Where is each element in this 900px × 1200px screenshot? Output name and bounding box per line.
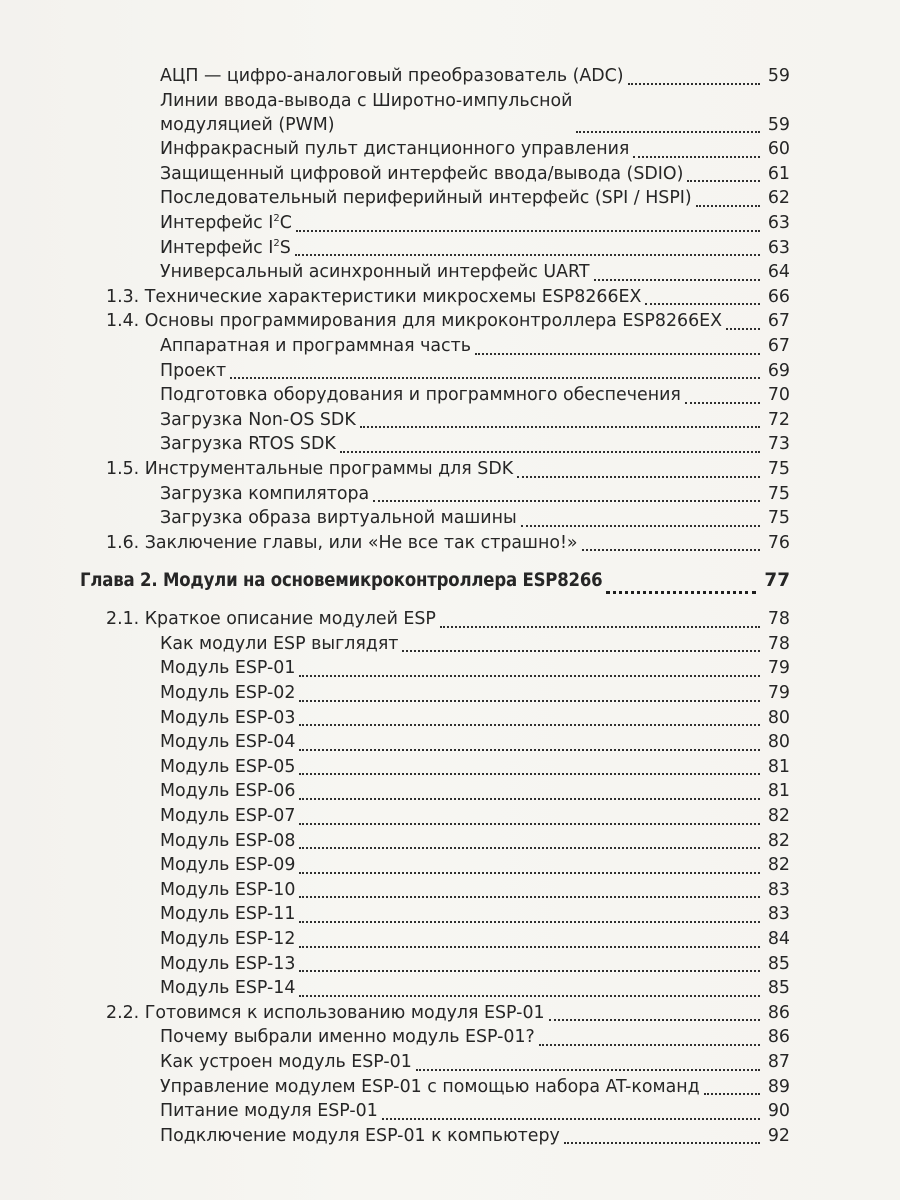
page-number: 83	[767, 879, 790, 900]
dot-leader	[299, 821, 759, 825]
toc-subsection-entry	[0, 432, 900, 457]
toc-section-entry	[0, 309, 900, 334]
page-number: 86	[767, 1027, 790, 1048]
toc-subsection-entry	[0, 878, 900, 903]
toc-subsection-entry	[0, 482, 900, 507]
page-number: 63	[767, 212, 790, 233]
page-number: 64	[767, 262, 790, 283]
toc-entry-title: Модуль ESP-04	[160, 732, 296, 753]
page-number: 82	[767, 855, 790, 876]
toc-subsection-entry	[0, 804, 900, 829]
page-number: 86	[767, 1002, 790, 1023]
toc-subsection-entry	[0, 730, 900, 755]
toc-entry-title: Последовательный периферийный интерфейс (SPI / HSPI)	[160, 188, 692, 209]
toc-entry-title: Модуль ESP-08	[160, 830, 296, 851]
toc-section-entry	[0, 607, 900, 632]
toc-entry-title: Питание модуля ESP-01	[160, 1101, 378, 1122]
dot-leader	[633, 154, 759, 158]
dot-leader	[299, 894, 759, 898]
toc-entry-title: Глава 2. Модули на основемикроконтроллера ESP8266	[80, 570, 603, 592]
toc-subsection-entry	[0, 706, 900, 731]
page-number: 67	[767, 311, 790, 332]
toc-subsection-entry	[0, 1025, 900, 1050]
toc-subsection-entry	[0, 1075, 900, 1100]
toc-entry-title: 1.6. Заключение главы, или «Не все так страшно!»	[106, 532, 578, 553]
toc-entry-title: Проект	[160, 360, 227, 381]
superscript: 2	[273, 212, 280, 224]
page-number: 76	[767, 532, 790, 553]
page-number: 63	[767, 237, 790, 258]
dot-leader	[299, 968, 759, 972]
toc-subsection-entry	[0, 755, 900, 780]
page-number: 81	[767, 756, 790, 777]
dot-leader	[299, 673, 759, 677]
page-number: 78	[767, 609, 790, 630]
toc-entry-title: 2.2. Готовимся к использованию модуля ESP-01	[106, 1002, 545, 1023]
toc-subsection-entry	[0, 902, 900, 927]
dot-leader	[360, 424, 760, 428]
page-number: 83	[767, 904, 790, 925]
superscript: 2	[273, 237, 280, 249]
toc-entry-title: Модуль ESP-02	[160, 683, 296, 704]
toc-entry-title: Подготовка оборудования и программного обеспечения	[160, 385, 681, 406]
toc-entry-title: Инфракрасный пульт дистанционного управления	[160, 139, 630, 160]
title-suffix: C	[279, 212, 292, 233]
toc-entry-title: 1.3. Технические характеристики микросхемы ESP8266EX	[106, 286, 642, 307]
toc-section-entry	[0, 531, 900, 556]
toc-entry-title: Как устроен модуль ESP-01	[160, 1051, 412, 1072]
dot-leader	[296, 228, 760, 232]
dot-leader	[416, 1067, 760, 1071]
dot-leader	[299, 919, 759, 923]
toc-subsection-entry	[0, 186, 900, 211]
dot-leader	[539, 1042, 760, 1046]
page-number: 69	[767, 360, 790, 381]
toc-subsection-entry	[0, 927, 900, 952]
toc-entry-title: 1.4. Основы программирования для микроконтроллера ESP8266EX	[106, 311, 723, 332]
page-number: 62	[767, 188, 790, 209]
page-number: 72	[767, 409, 790, 430]
toc-subsection-entry	[0, 211, 900, 236]
page-number: 59	[767, 114, 790, 135]
toc-entry-title: Модуль ESP-01	[160, 658, 296, 679]
page-number: 80	[767, 707, 790, 728]
title-line-1: Линии ввода-вывода с Широтно-импульсной	[160, 90, 573, 111]
toc-entry-title: Защищенный цифровой интерфейс ввода/вывода (SDIO)	[160, 163, 684, 184]
toc-subsection-entry	[0, 236, 900, 261]
dot-leader	[299, 698, 759, 702]
title-line-2: модуляцией (PWM)	[160, 114, 335, 135]
dot-leader	[299, 771, 759, 775]
toc-subsection-entry	[0, 681, 900, 706]
toc-subsection-entry	[0, 952, 900, 977]
page-number: 77	[764, 570, 790, 592]
title-text: Интерфейс I	[160, 237, 274, 258]
toc-entry-title: Как модули ESP выглядят	[160, 633, 399, 654]
page-number: 61	[767, 163, 790, 184]
toc-entry-title: Модуль ESP-06	[160, 781, 296, 802]
dot-leader	[402, 648, 759, 652]
toc-subsection-entry	[0, 137, 900, 162]
toc-entry-title: Модуль ESP-12	[160, 929, 296, 949]
page-number: 66	[767, 286, 790, 307]
toc-entry-title	[160, 211, 292, 235]
dot-leader	[606, 589, 756, 594]
toc-subsection-entry	[0, 162, 900, 187]
page-number: 75	[767, 458, 790, 479]
dot-leader	[295, 252, 760, 256]
spacer	[0, 555, 900, 563]
page-number: 73	[767, 434, 790, 455]
toc-entry-title: Универсальный асинхронный интерфейс UART	[160, 262, 590, 283]
dot-leader	[582, 547, 760, 551]
toc-entry-title: Модуль ESP-10	[160, 879, 296, 900]
table-of-contents	[0, 64, 900, 1148]
toc-entry-title: Подключение модуля ESP-01 к компьютеру	[160, 1125, 560, 1146]
dot-leader	[645, 301, 759, 305]
toc-entry-title: АЦП — цифро-аналоговый преобразователь (ADC)	[160, 66, 624, 86]
dot-leader	[299, 796, 759, 800]
toc-subsection-entry	[0, 656, 900, 681]
page-number: 85	[767, 978, 790, 999]
toc-entry-title: Почему выбрали именно модуль ESP-01?	[160, 1027, 535, 1048]
page-number: 79	[767, 683, 790, 704]
toc-entry-title: Модуль ESP-09	[160, 855, 296, 876]
toc-entry-title: Загрузка Non-OS SDK	[160, 409, 356, 430]
toc-entry-title: Модуль ESP-13	[160, 953, 296, 974]
page-number: 87	[767, 1051, 790, 1072]
toc-chapter-entry	[0, 563, 900, 603]
page-number: 67	[767, 335, 790, 356]
toc-entry-title: Модуль ESP-14	[160, 978, 296, 999]
dot-leader	[475, 351, 760, 355]
dot-leader	[687, 178, 760, 182]
page-number: 82	[767, 806, 790, 827]
dot-leader	[696, 203, 760, 207]
page-number: 82	[767, 830, 790, 851]
toc-entry-title: Загрузка образа виртуальной машины	[160, 508, 517, 529]
toc-entry-title: Загрузка компилятора	[160, 483, 370, 504]
toc-subsection-entry	[0, 506, 900, 531]
title-suffix: S	[279, 237, 291, 258]
dot-leader	[549, 1017, 760, 1021]
toc-entry-title: Управление модулем ESP-01 с помощью набора AT-команд	[160, 1076, 700, 1097]
page-number: 80	[767, 732, 790, 753]
toc-subsection-entry	[0, 260, 900, 285]
dot-leader	[299, 747, 759, 751]
toc-subsection-entry	[0, 383, 900, 408]
toc-subsection-entry	[0, 976, 900, 1001]
dot-leader	[299, 870, 759, 874]
dot-leader	[340, 449, 760, 453]
toc-entry-title: Модуль ESP-07	[160, 806, 296, 827]
dot-leader	[299, 993, 759, 997]
title-text: Интерфейс I	[160, 212, 274, 233]
dot-leader	[685, 400, 760, 404]
page-number: 78	[767, 633, 790, 654]
toc-section-entry	[0, 457, 900, 482]
dot-leader	[440, 624, 760, 628]
toc-entry-title: Модуль ESP-11	[160, 904, 296, 925]
dot-leader	[704, 1091, 760, 1095]
page-number: 70	[767, 385, 790, 406]
dot-leader	[564, 1140, 760, 1144]
dot-leader	[521, 523, 760, 527]
toc-subsection-entry	[0, 89, 900, 138]
page-number: 81	[767, 781, 790, 802]
page-number: 59	[767, 66, 790, 86]
dot-leader	[594, 277, 760, 281]
dot-leader	[299, 845, 759, 849]
page-number: 92	[767, 1125, 790, 1146]
toc-entry-title	[160, 236, 291, 260]
dot-leader	[299, 722, 759, 726]
dot-leader	[726, 326, 760, 330]
toc-subsection-entry	[0, 1124, 900, 1149]
toc-entry-title: Аппаратная и программная часть	[160, 335, 471, 356]
toc-subsection-entry	[0, 853, 900, 878]
toc-subsection-entry	[0, 1099, 900, 1124]
toc-entry-title: Модуль ESP-03	[160, 707, 296, 728]
toc-subsection-entry	[0, 334, 900, 359]
toc-section-entry	[0, 285, 900, 310]
toc-entry-title: 1.5. Инструментальные программы для SDK	[106, 458, 514, 479]
page-number: 60	[767, 139, 790, 160]
dot-leader	[628, 81, 760, 85]
toc-subsection-entry	[0, 632, 900, 657]
toc-subsection-entry	[0, 1050, 900, 1075]
toc-entry-title: Загрузка RTOS SDK	[160, 434, 336, 455]
toc-subsection-entry	[0, 408, 900, 433]
toc-section-entry	[0, 1001, 900, 1026]
page-number: 79	[767, 658, 790, 679]
dot-leader	[299, 944, 759, 948]
page-number: 90	[767, 1101, 790, 1122]
toc-subsection-entry	[0, 779, 900, 804]
page-number: 75	[767, 508, 790, 529]
toc-subsection-entry	[0, 829, 900, 854]
dot-leader	[373, 498, 760, 502]
dot-leader	[382, 1116, 760, 1120]
dot-leader	[576, 129, 759, 133]
page-number: 89	[767, 1076, 790, 1097]
toc-entry-title: 2.1. Краткое описание модулей ESP	[106, 609, 436, 630]
toc-entry-title: Модуль ESP-05	[160, 756, 296, 777]
page-number: 75	[767, 483, 790, 504]
toc-entry-title	[160, 89, 572, 137]
toc-subsection-entry	[0, 64, 900, 89]
page-number: 84	[767, 929, 790, 949]
page-number: 85	[767, 953, 790, 974]
toc-subsection-entry	[0, 359, 900, 384]
dot-leader	[230, 375, 760, 379]
dot-leader	[517, 474, 760, 478]
